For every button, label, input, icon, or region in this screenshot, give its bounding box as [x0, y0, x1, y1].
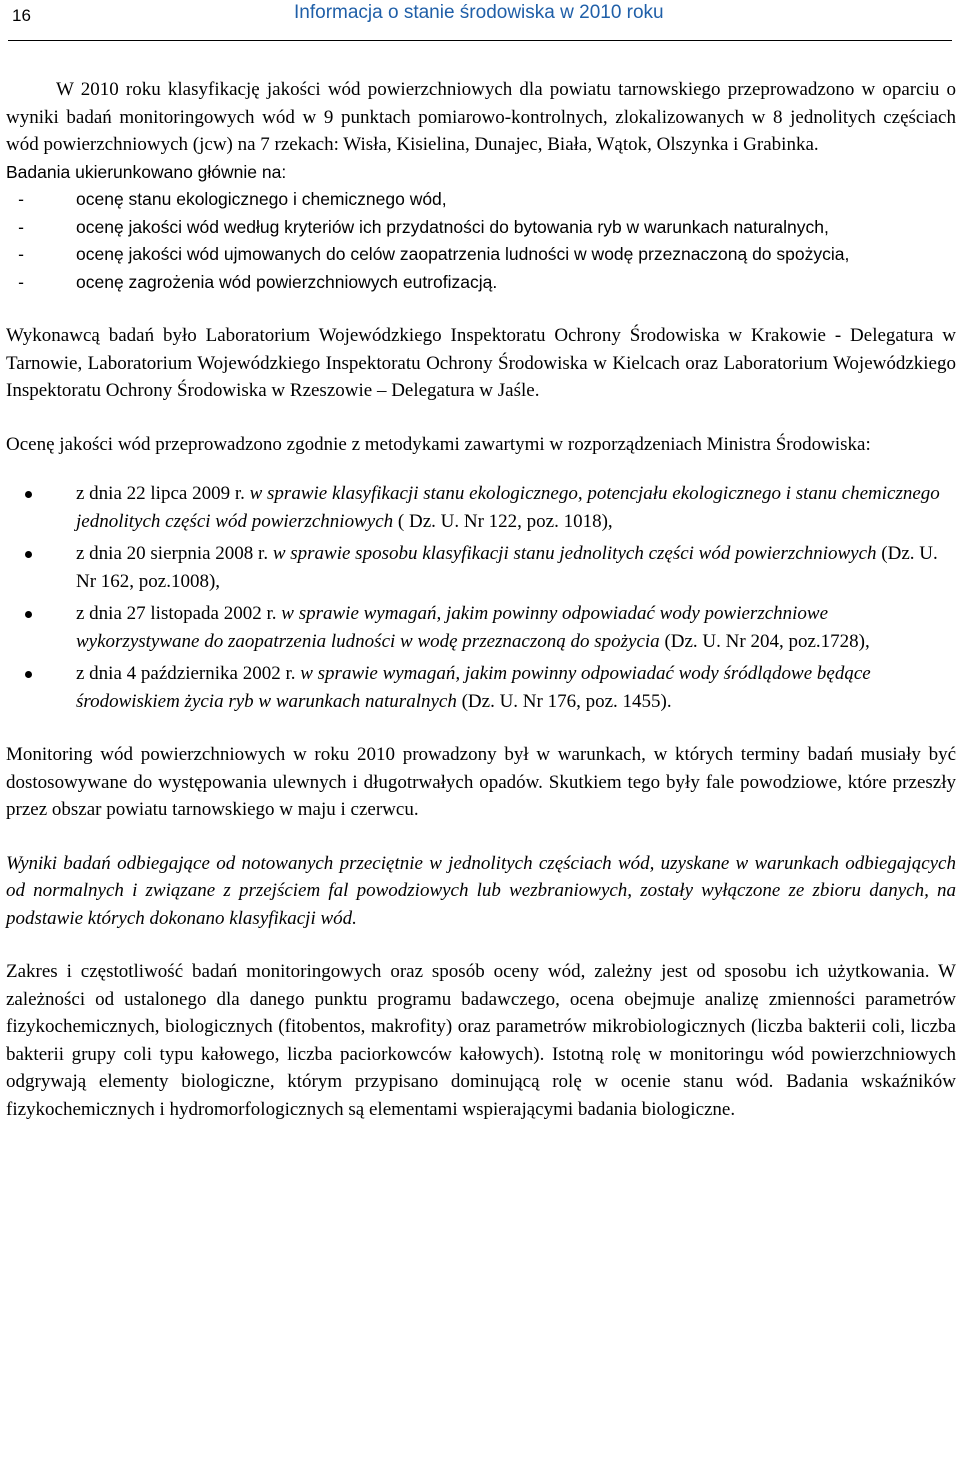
dash-marker: - — [18, 216, 24, 237]
page-number: 16 — [12, 6, 31, 25]
scope-paragraph: Zakres i częstotliwość badań monitoringowych oraz sposób oceny wód, zależny jest od sposobu ich użytkowania. W zależności od ustalonego dla danego punktu programu badawczego, ocena obejmuje analizę zmienności parametrów fizykochemicznych, biologicznych (fitobentos, makrofity) oraz parametrów mikrobiologicznych (liczba bakterii coli, liczba bakterii grupy coli typu kałowego, liczba paciorkowców kałowych). Istotną rolę w monitoringu wód powierzchniowych odgrywają elementy biologiczne, którym przypisano dominującą rolę w ocenie stanu wód. Badania wskaźników fizykochemicznych i hydromorfologicznych są elementami wspierającymi badania biologiczne. — [6, 961, 956, 1120]
contractor-paragraph: Wykonawcą badań było Laboratorium Wojewódzkiego Inspektoratu Ochrony Środowiska w Krakowie - Delegatura w Tarnowie, Laboratorium Wojewódzkiego Inspektoratu Ochrony Środowiska w Kielcach oraz Laboratorium Wojewódzkiego Inspektoratu Ochrony Środowiska w Rzeszowie – Delegatura w Jaśle. — [6, 325, 956, 401]
research-lead: Badania ukierunkowano głównie na: — [6, 161, 287, 182]
dash-marker: - — [18, 244, 24, 264]
monitoring-paragraph: Monitoring wód powierzchniowych w roku 2010 prowadzony był w warunkach, w których terminy badań musiały być dostosowywane do występowania ulewnych i długotrwałych opadów. Skutkiem tego były fale powodziowe, które przeszły przez obszar powiatu tarnowskiego w maju i czerwcu. — [6, 744, 956, 820]
bullet-icon — [25, 611, 32, 618]
bullet-icon — [25, 491, 32, 498]
bullet-icon — [25, 551, 32, 558]
regulation-item: z dnia 20 sierpnia 2008 r. w sprawie sposobu klasyfikacji stanu jednolitych części wód powierzchniowych (Dz. U. Nr 162, poz.1008), — [6, 540, 956, 595]
bullet-icon — [25, 671, 32, 678]
regulation-item: z dnia 22 lipca 2009 r. w sprawie klasyfikacji stanu ekologicznego, potencjału ekologicznego i stanu chemicznego jednolitych części wód powierzchniowych ( Dz. U. Nr 122, poz. 1018), — [6, 480, 956, 535]
running-title: Informacja o stanie środowiska w 2010 roku — [294, 2, 664, 23]
regulations-list — [6, 480, 956, 715]
research-scope-list — [6, 186, 956, 296]
list-item: - ocenę stanu ekologicznego i chemicznego wód, — [6, 186, 956, 214]
list-item: - ocenę zagrożenia wód powierzchniowych eutrofizacją. — [6, 269, 956, 297]
page-header — [8, 0, 952, 41]
dash-marker: - — [18, 189, 24, 209]
regulation-item: z dnia 27 listopada 2002 r. w sprawie wymagań, jakim powinny odpowiadać wody powierzchniowe wykorzystywane do zaopatrzenia ludności w wodę przeznaczoną do spożycia (Dz. U. Nr 204, poz.1728), — [6, 600, 956, 655]
list-item: - ocenę jakości wód ujmowanych do celów zaopatrzenia ludności w wodę przeznaczoną do spożycia, — [6, 241, 956, 269]
document-body — [6, 76, 956, 1123]
dash-marker: - — [18, 271, 24, 292]
list-item: - ocenę jakości wód według kryteriów ich przydatności do bytowania ryb w warunkach naturalnych, — [6, 214, 956, 242]
intro-paragraph: W 2010 roku klasyfikację jakości wód powierzchniowych dla powiatu tarnowskiego przeprowadzono w oparciu o wyniki badań monitoringowych wód w 9 punktach pomiarowo-kontrolnych, zlokalizowanych w 8 jednolitych częściach wód powierzchniowych (jcw) na 7 rzekach: Wisła, Kisielina, Dunajec, Biała, Wątok, Olszynka i Grabinka. — [6, 79, 956, 155]
excluded-results-paragraph: Wyniki badań odbiegające od notowanych przeciętnie w jednolitych częściach wód, uzyskane w warunkach odbiegających od normalnych i związane z przejściem fal powodziowych lub wezbraniowych, zostały wyłączone ze zbioru danych, na podstawie których dokonano klasyfikacji wód. — [6, 852, 956, 929]
methods-lead: Ocenę jakości wód przeprowadzono zgodnie z metodykami zawartymi w rozporządzeniach Ministra Środowiska: — [6, 433, 871, 455]
regulation-item: z dnia 4 października 2002 r. w sprawie wymagań, jakim powinny odpowiadać wody śródlądowe będące środowiskiem życia ryb w warunkach naturalnych (Dz. U. Nr 176, poz. 1455). — [6, 660, 956, 715]
